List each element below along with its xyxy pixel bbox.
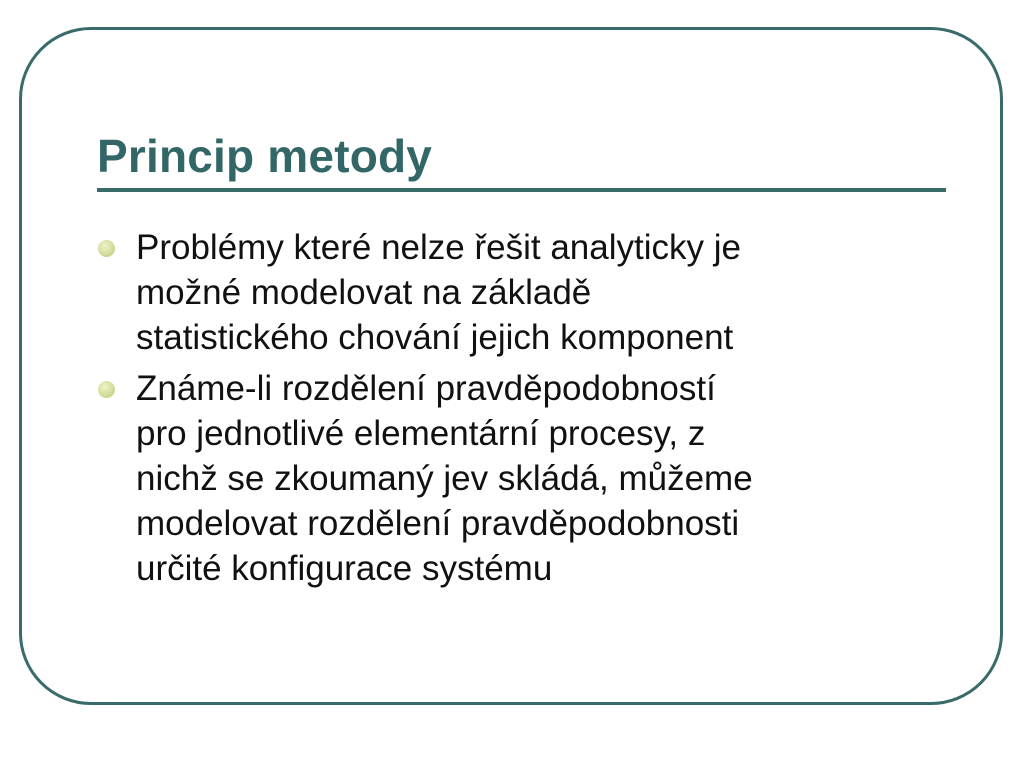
bullet-line: Známe-li rozdělení pravděpodobností xyxy=(136,369,716,408)
bullet-dot-icon xyxy=(98,240,115,257)
bullet-list xyxy=(96,225,926,597)
slide-title: Princip metody xyxy=(97,130,433,182)
bullet-dot-icon xyxy=(98,381,115,398)
bullet-line: nichž se zkoumaný jev skládá, můžeme xyxy=(136,459,753,498)
bullet-line: modelovat rozdělení pravděpodobnosti xyxy=(136,504,740,543)
bullet-line: statistického chování jejich komponent xyxy=(136,318,734,357)
bullet-line: možné modelovat na základě xyxy=(136,273,592,312)
title-divider xyxy=(97,188,946,192)
bullet-item xyxy=(96,366,926,591)
bullet-line: pro jednotlivé elementární procesy, z xyxy=(136,414,706,453)
bullet-line: určité konfigurace systému xyxy=(136,549,553,588)
bullet-item xyxy=(96,225,926,360)
bullet-line: Problémy které nelze řešit analyticky je xyxy=(136,228,741,267)
